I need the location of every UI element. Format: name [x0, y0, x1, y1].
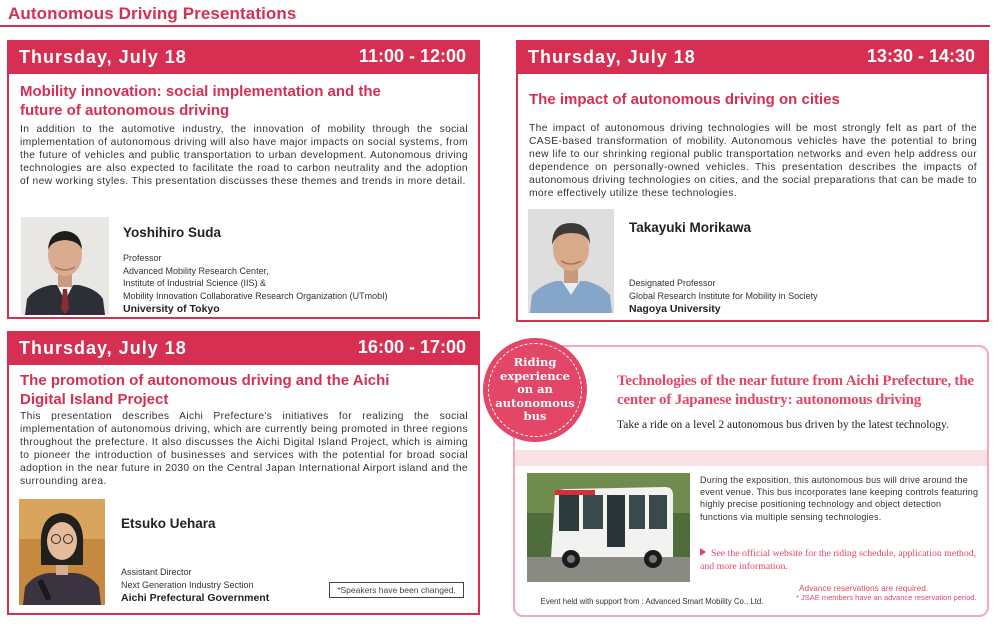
speaker-affiliation [121, 566, 269, 606]
session-header [9, 333, 478, 365]
reservation-notice [796, 583, 977, 603]
badge-text [483, 338, 587, 442]
speaker-organization: Nagoya University [629, 303, 721, 315]
speaker-photo [528, 209, 614, 313]
session-card-3 [7, 331, 480, 615]
speaker-affiliation [629, 277, 818, 317]
speaker-affil-line: Institute of Industrial Science (IIS) & [123, 278, 267, 288]
official-website-link[interactable] [700, 547, 985, 573]
session-description: The impact of autonomous driving technologies will be most strongly felt as part of the CASE-based transformation of mobility. Autonomous vehicles have the potential to bring new life to our shrinking regional public transportation networks and even help address our dependence on personally-owned vehicles. This presentation describes the impacts of autonomous driving technologies on cities, and the social preparations that can be made to more effectively utilize these technologies. [529, 123, 977, 200]
speaker-role: Professor [123, 253, 162, 263]
support-credit: Event held with support from : Advanced Smart Mobility Co., Ltd. [540, 597, 764, 606]
speaker-organization: University of Tokyo [123, 303, 220, 315]
triangle-right-icon [700, 548, 706, 556]
speaker-affil-line: Next Generation Industry Section [121, 579, 254, 590]
session-header [9, 42, 478, 74]
speaker-photo [21, 217, 109, 315]
session-title: The impact of autonomous driving on cities [529, 91, 840, 108]
bus-description: During the exposition, this autonomous bus will drive around the event venue. This bus incorporates lane keeping controls featuring highly precise positioning technology and object detection functions via multiple sensing technologies. [700, 475, 979, 522]
session-date: Thursday, July 18 [19, 338, 187, 358]
session-description: This presentation describes Aichi Prefecture's initiatives for realizing the social implementation of autonomous driving, which are currently being promoted in three regions throughout the prefecture. It also discusses the Aichi Digital Island Project, which is aiming to pioneer the introduction of businesses and services with the potential for broad social adoption in the near future in 2030 on the Central Japan International Airport island and the surrounding area. [20, 411, 468, 488]
speaker-role: Assistant Director [121, 567, 192, 577]
speaker-portrait-image [528, 209, 614, 313]
speaker-organization: Aichi Prefectural Government [121, 592, 270, 604]
bus-title: Technologies of the near future from Aichi Prefecture, the center of Japanese industry: autonomous driving [617, 373, 974, 408]
speaker-portrait-image [21, 217, 109, 315]
session-title: The promotion of autonomous driving and the Aichi Digital Island Project [20, 372, 390, 408]
page-title: Autonomous Driving Presentations [8, 4, 297, 23]
reservation-required: Advance reservations are required. [799, 583, 929, 593]
speaker-name: Takayuki Morikawa [629, 220, 752, 235]
speaker-affiliation [123, 252, 388, 317]
speaker-affil-line: Advanced Mobility Research Center, [123, 265, 269, 276]
session-date: Thursday, July 18 [19, 47, 187, 67]
speaker-name: Etsuko Uehara [121, 516, 216, 531]
jsae-reservation-note: * JSAE members have an advance reservation period. [796, 593, 977, 602]
official-website-link-text: See the official website for the riding schedule, application method, and more information. [700, 548, 977, 572]
header-divider [0, 25, 990, 27]
autonomous-bus-image [527, 473, 690, 582]
page-header [0, 0, 1000, 28]
bus-photo [527, 473, 690, 582]
session-card-2 [516, 40, 989, 322]
speaker-affil-line: Mobility Innovation Collaborative Research Organization (UTmobI) [123, 290, 388, 301]
riding-experience-badge [483, 338, 587, 442]
session-time: 16:00 - 17:00 [357, 337, 466, 357]
badge-label: Riding experience on an autonomous bus [495, 355, 575, 424]
speaker-role: Designated Professor [629, 278, 716, 288]
speaker-photo [19, 499, 105, 605]
session-title: Mobility innovation: social implementation and the future of autonomous driving [20, 83, 381, 119]
speaker-portrait-image [19, 499, 105, 605]
bus-card-divider [515, 450, 987, 466]
session-description: In addition to the automotive industry, the innovation of mobility through the social implementation of autonomous driving will also have major impacts on social systems, from the future of vehicles and public transportation to urban development. Autonomous driving technologies are also expected to facilitate the road to carbon neutrality and the adoption of new working styles. This presentation discusses these themes and trends in more detail. [20, 124, 468, 188]
session-time: 13:30 - 14:30 [866, 46, 975, 66]
speaker-affil-line: Global Research Institute for Mobility in Society [629, 290, 818, 301]
bus-subtitle: Take a ride on a level 2 autonomous bus driven by the latest technology. [617, 419, 949, 431]
session-date: Thursday, July 18 [528, 47, 696, 67]
session-card-1 [7, 40, 480, 319]
session-header [518, 42, 987, 74]
session-time: 11:00 - 12:00 [358, 46, 466, 66]
speaker-change-note: *Speakers have been changed. [329, 582, 464, 598]
speaker-name: Yoshihiro Suda [123, 225, 222, 240]
